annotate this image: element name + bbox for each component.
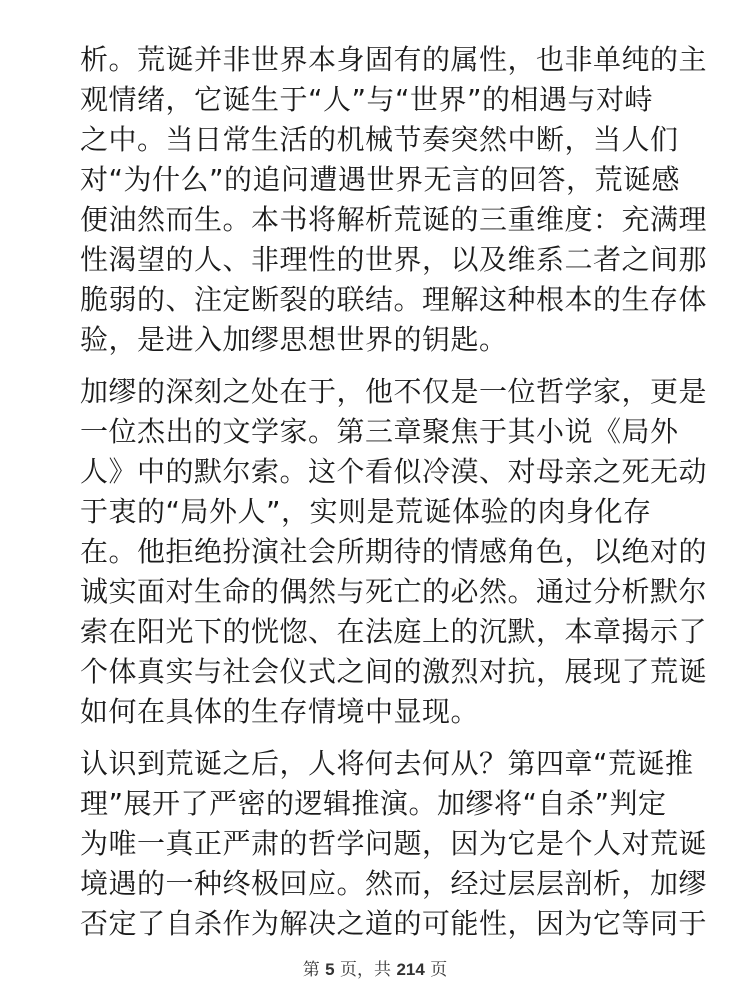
text-line: 之中。当日常生活的机械节奏突然中断，当人们 (80, 123, 679, 156)
text-line: 对“为什么”的追问遭遇世界无言的回答，荒诞感 (80, 163, 681, 196)
text-line: 验，是进入加缪思想世界的钥匙。 (80, 323, 508, 356)
text-line: 脆弱的、注定断裂的联结。理解这种根本的生存体 (80, 283, 708, 316)
paragraph-1 (80, 40, 708, 360)
footer-prefix: 第 (302, 960, 320, 980)
text-line: 观情绪，它诞生于“人”与“世界”的相遇与对峙 (80, 83, 654, 116)
text-line: 在。他拒绝扮演社会所期待的情感角色，以绝对的 (80, 535, 708, 568)
text-line: 如何在具体的生存情境中显现。 (80, 695, 480, 728)
text-line: 认识到荒诞之后，人将何去何从？第四章“荒诞推 (80, 747, 694, 780)
text-line: 索在阳光下的恍惚、在法庭上的沉默，本章揭示了 (80, 615, 708, 648)
text-line: 理”展开了严密的逻辑推演。加缪将“自杀”判定 (80, 787, 667, 820)
text-line: 性渴望的人、非理性的世界，以及维系二者之间那 (80, 243, 708, 276)
paragraph-3 (80, 744, 708, 944)
page-number-footer (0, 955, 750, 980)
current-page-number: 5 (325, 960, 335, 979)
total-page-count: 214 (396, 960, 425, 979)
footer-middle: 页，共 (340, 960, 392, 980)
text-line: 一位杰出的文学家。第三章聚焦于其小说《局外 (80, 415, 679, 448)
text-line: 便油然而生。本书将解析荒诞的三重维度：充满理 (80, 203, 708, 236)
text-line: 境遇的一种终极回应。然而，经过层层剖析，加缪 (80, 867, 708, 900)
text-line: 诚实面对生命的偶然与死亡的必然。通过分析默尔 (80, 575, 708, 608)
text-line: 析。荒诞并非世界本身固有的属性，也非单纯的主 (80, 43, 708, 76)
text-line: 否定了自杀作为解决之道的可能性，因为它等同于 (80, 907, 708, 940)
text-line: 人》中的默尔索。这个看似冷漠、对母亲之死无动 (80, 455, 708, 488)
footer-suffix: 页 (430, 960, 448, 980)
paragraph-2 (80, 372, 708, 732)
text-line: 个体真实与社会仪式之间的激烈对抗，展现了荒诞 (80, 655, 708, 688)
text-line: 为唯一真正严肃的哲学问题，因为它是个人对荒诞 (80, 827, 708, 860)
text-line: 加缪的深刻之处在于，他不仅是一位哲学家，更是 (80, 375, 708, 408)
text-line: 于衷的“局外人”，实则是荒诞体验的肉身化存 (80, 495, 652, 528)
